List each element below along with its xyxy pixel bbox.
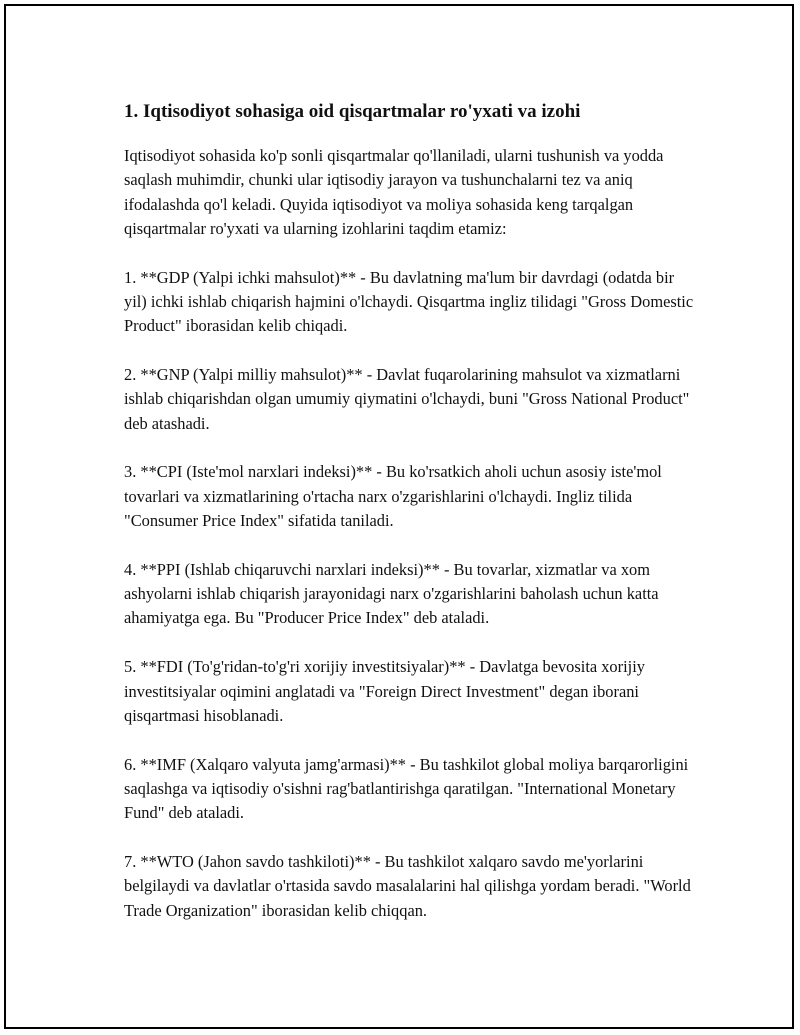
list-item-gnp: 2. **GNP (Yalpi milliy mahsulot)** - Davlat fuqarolarining mahsulot va xizmatlarni ishlab chiqarishdan olgan umumiy qiymatini o'lchaydi, buni "Gross National Product" deb atashadi.	[124, 365, 690, 433]
list-item-ppi: 4. **PPI (Ishlab chiqaruvchi narxlari indeksi)** - Bu tovarlar, xizmatlar va xom ashyolarni ishlab chiqarish jarayonidagi narx o'zgarishlarini baholash uchun katta ahamiyatga ega. Bu "Producer Price Index" deb ataladi.	[124, 559, 659, 628]
list-item-gdp: 1. **GDP (Yalpi ichki mahsulot)** - Bu davlatning ma'lum bir davrdagi (odatda bir yil) ichki ishlab chiqarish hajmini o'lchaydi. Qisqartma ingliz tilidagi "Gross Domestic Product" iborasidan kelib chiqadi.	[124, 267, 694, 336]
page-frame	[4, 4, 794, 1029]
document-body	[124, 100, 694, 947]
list-item-wto: 7. **WTO (Jahon savdo tashkiloti)** - Bu tashkilot xalqaro savdo me'yorlarini belgilaydi va davlatlar o'rtasida savdo masalalarini hal qilishga yordam beradi. "World Trade Organization" iborasidan kelib chiqqan.	[124, 852, 691, 920]
list-item-fdi: 5. **FDI (To'g'ridan-to'g'ri xorijiy investitsiyalar)** - Davlatga bevosita xorijiy investitsiyalar oqimini anglatadi va "Foreign Direct Investment" degan iborani qisqartmasi hisoblanadi.	[124, 657, 645, 725]
intro-paragraph: Iqtisodiyot sohasida ko'p sonli qisqartmalar qo'llaniladi, ularni tushunish va yodda saqlash muhimdir, chunki ular iqtisodiy jarayon va tushunchalarni tez va aniq ifodalashda qo'l keladi. Quyida iqtisodiyot va moliya sohasida keng tarqalgan qisqartmalar ro'yxati va ularning izohlarini taqdim etamiz:	[124, 146, 664, 238]
list-item-imf: 6. **IMF (Xalqaro valyuta jamg'armasi)** - Bu tashkilot global moliya barqarorligini saqlashga va iqtisodiy o'sishni rag'batlantirishga qaratilgan. "International Monetary Fund" deb ataladi.	[124, 754, 689, 823]
section-heading: 1. Iqtisodiyot sohasiga oid qisqartmalar ro'yxati va izohi	[124, 101, 581, 122]
list-item-cpi: 3. **CPI (Iste'mol narxlari indeksi)** - Bu ko'rsatkich aholi uchun asosiy iste'mol tovarlari va xizmatlarining o'rtacha narx o'zgarishlarini o'lchaydi. Ingliz tilida "Consumer Price Index" sifatida taniladi.	[124, 462, 662, 531]
